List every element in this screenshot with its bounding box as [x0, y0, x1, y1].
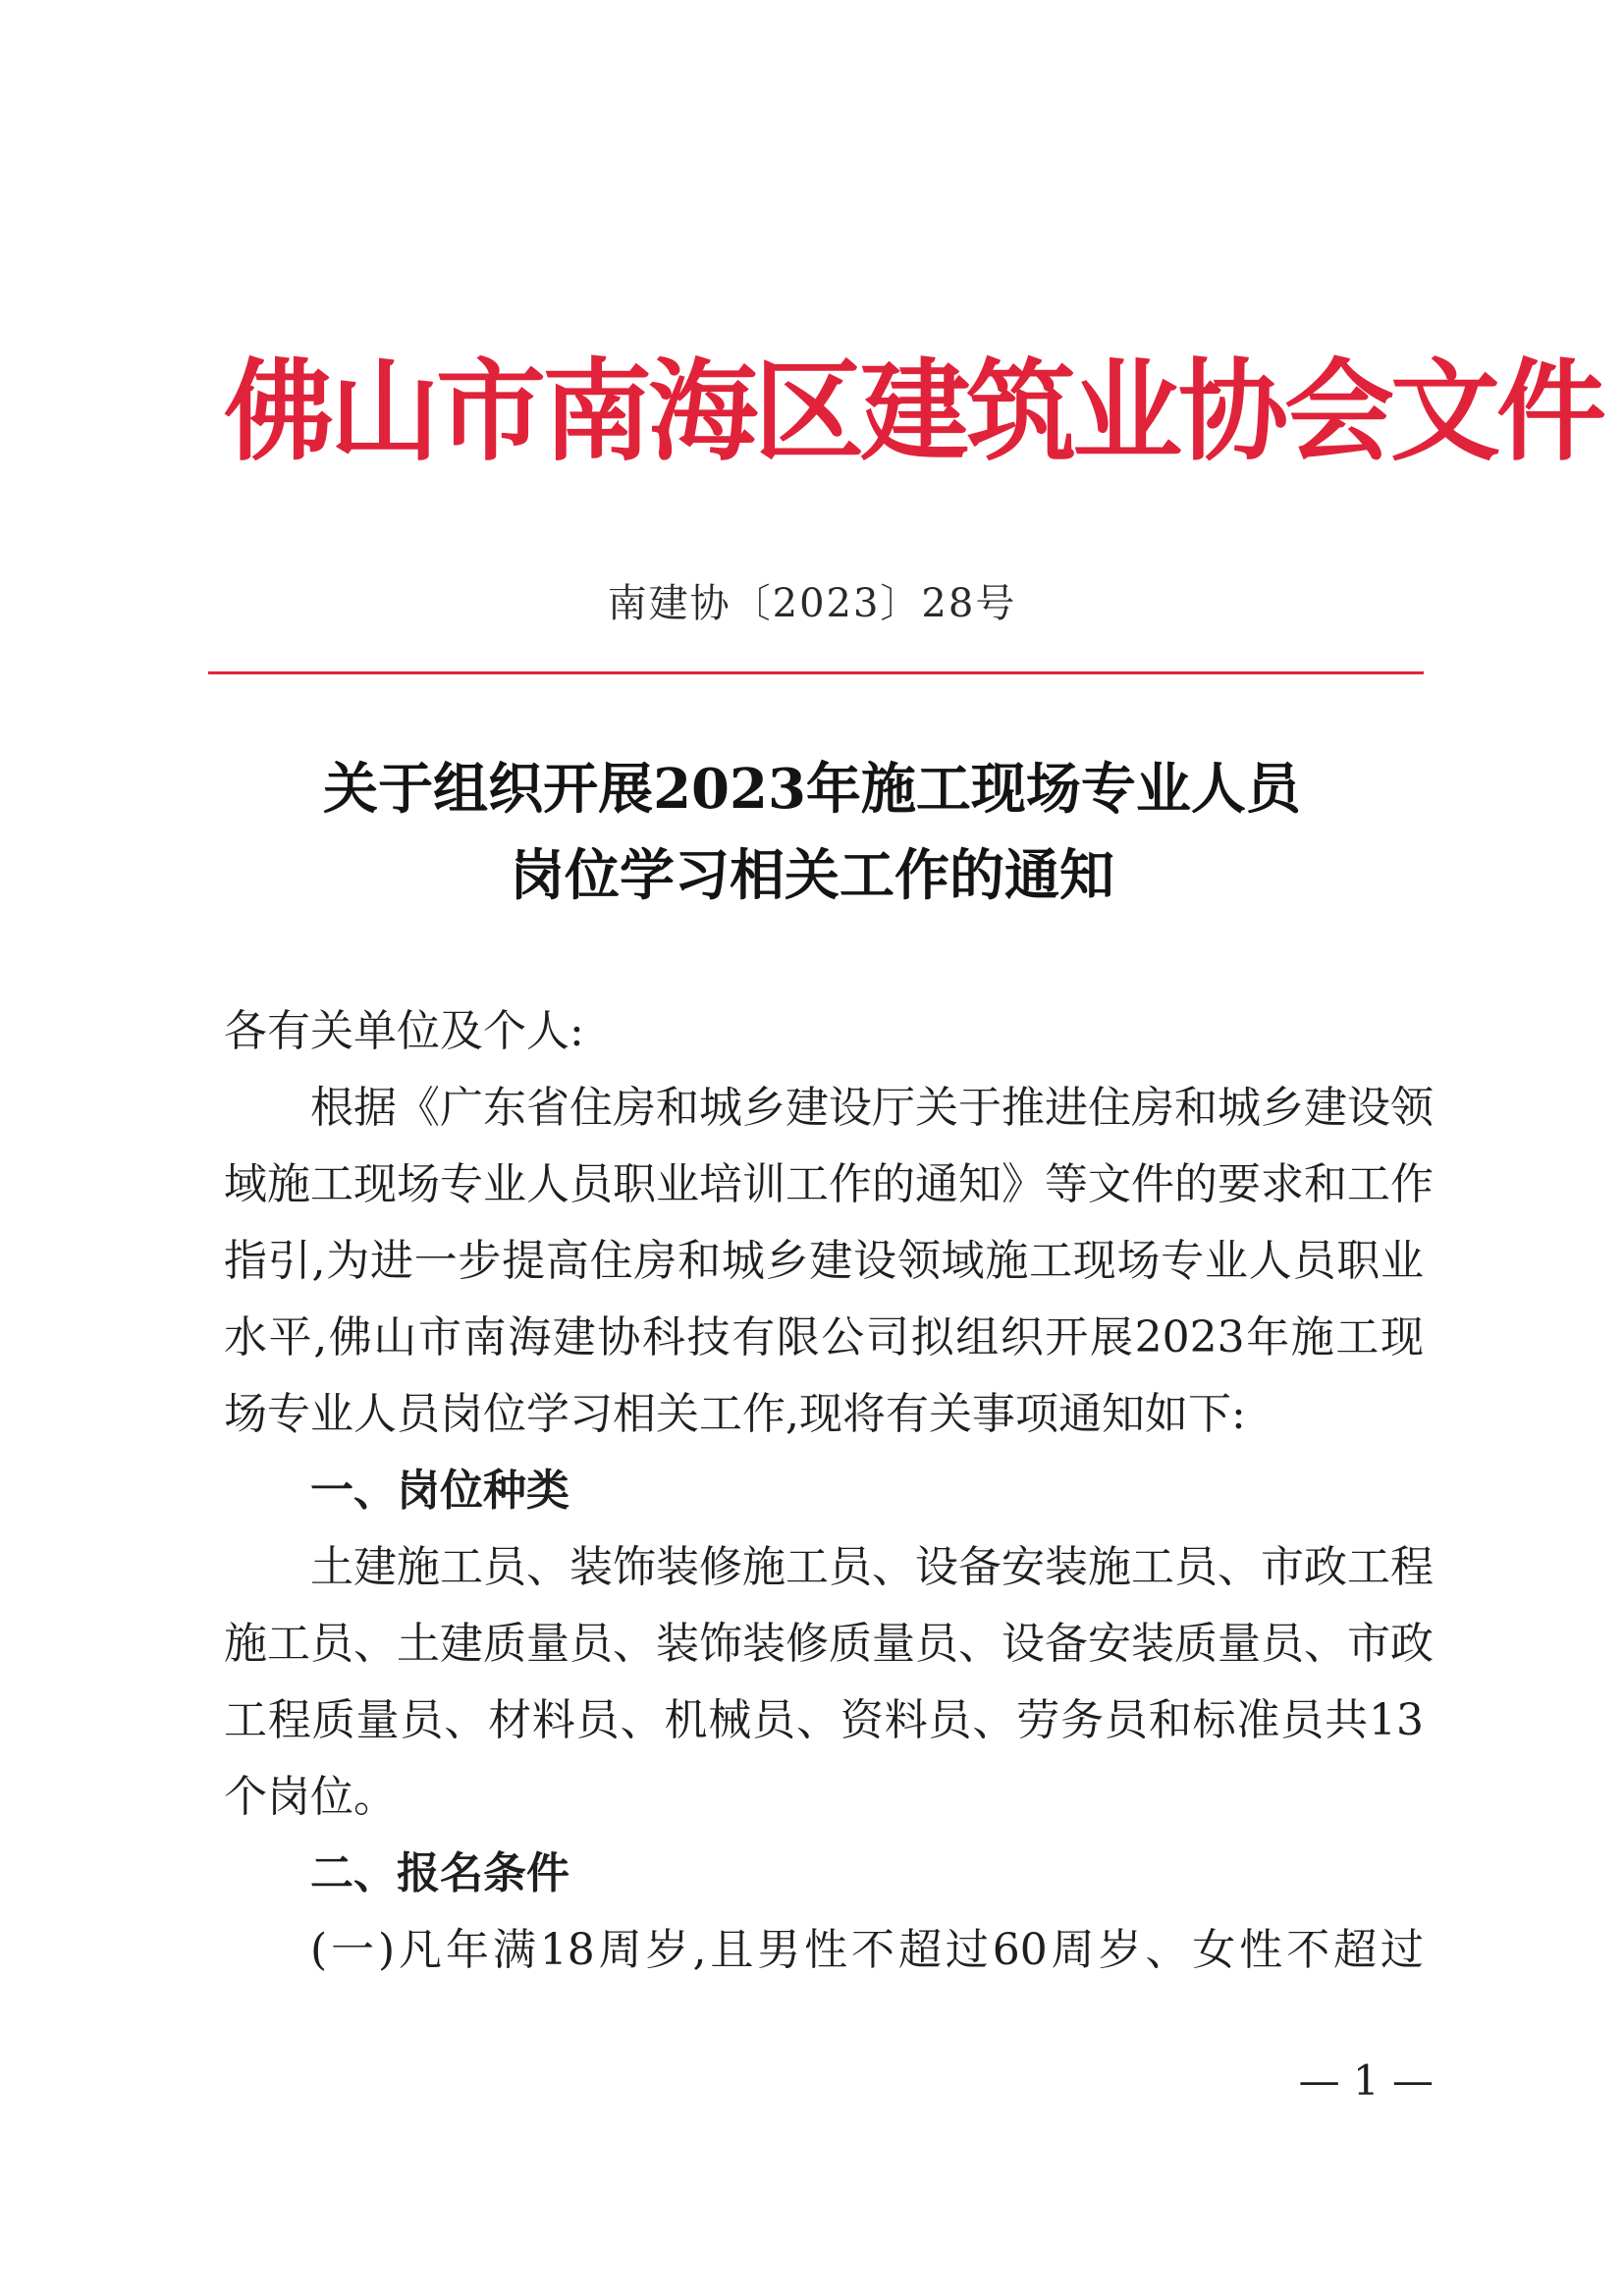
- section1-line: 土建施工员、装饰装修施工员、设备安装施工员、市政工程: [310, 1542, 1434, 1592]
- salutation: 各有关单位及个人:: [224, 1006, 584, 1056]
- intro-line: 场专业人员岗位学习相关工作,现将有关事项通知如下:: [224, 1389, 1246, 1439]
- section1-line: 工程质量员、材料员、机械员、资料员、劳务员和标准员共13: [224, 1695, 1424, 1745]
- intro-line: 指引,为进一步提高住房和城乡建设领域施工现场专业人员职业: [224, 1236, 1424, 1286]
- section2-line: (一)凡年满18周岁,且男性不超过60周岁、女性不超过: [310, 1925, 1424, 1975]
- notice-title: [0, 746, 1624, 919]
- letterhead-title: 佛山市南海区建筑业协会文件: [224, 348, 1602, 476]
- section1-line: 个岗位。: [224, 1772, 397, 1822]
- section1-line: 施工员、土建质量员、装饰装修质量员、设备安装质量员、市政: [224, 1619, 1434, 1669]
- document-number: 南建协〔2023〕28号: [607, 581, 1017, 626]
- notice-title-line-1: 关于组织开展2023年施工现场专业人员: [323, 757, 1301, 822]
- intro-line: 域施工现场专业人员职业培训工作的通知》等文件的要求和工作: [224, 1159, 1434, 1209]
- section-heading-job-types: 一、岗位种类: [310, 1466, 569, 1516]
- intro-line: 水平,佛山市南海建协科技有限公司拟组织开展2023年施工现: [224, 1312, 1424, 1362]
- page-number: — 1 —: [1298, 2056, 1434, 2105]
- red-divider-line: [208, 671, 1424, 674]
- section-heading-requirements: 二、报名条件: [310, 1848, 569, 1898]
- intro-line: 根据《广东省住房和城乡建设厅关于推进住房和城乡建设领: [310, 1083, 1434, 1133]
- notice-title-line-2: 岗位学习相关工作的通知: [510, 843, 1114, 908]
- document-body: [224, 993, 1434, 1989]
